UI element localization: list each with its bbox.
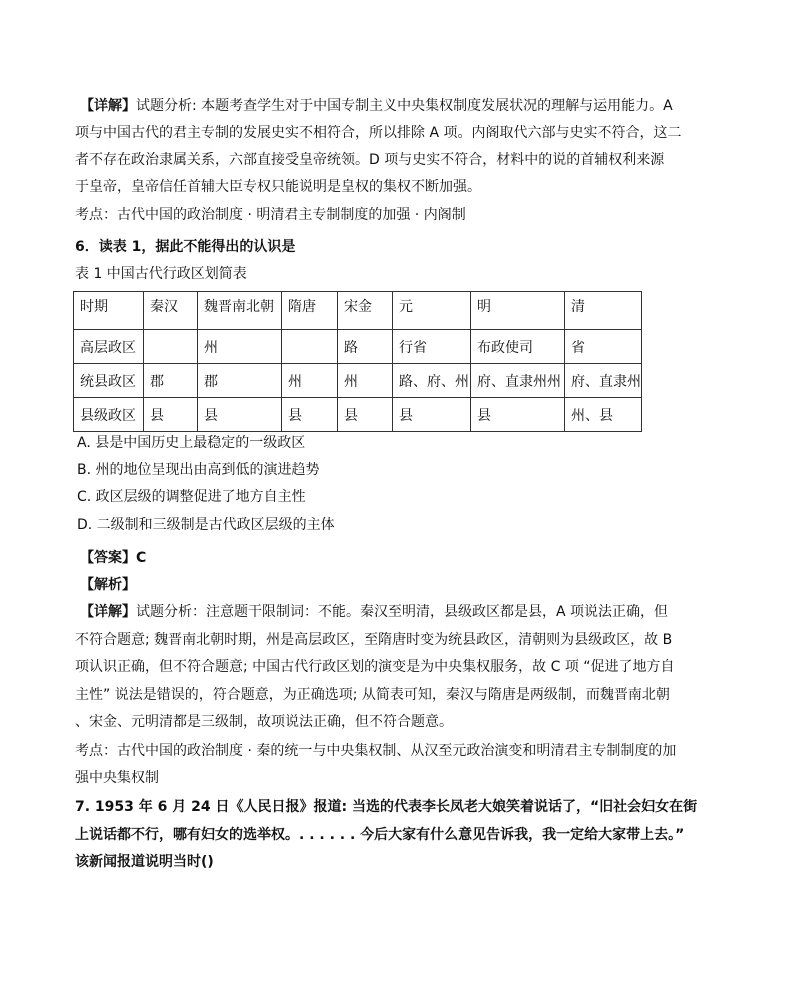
- table-cell: 行省: [393, 330, 471, 364]
- table-cell: 县: [282, 398, 338, 432]
- answer-label: 【答案】: [80, 550, 136, 566]
- table-cell: 路、府、州: [393, 364, 471, 398]
- detail-paragraph-line: 于皇帝，皇帝信任首辅大臣专权只能说明是皇权的集权不断加强。: [75, 179, 481, 195]
- table-row: [74, 364, 642, 398]
- detail-label: 【详解】: [80, 604, 136, 620]
- table-cell: [282, 330, 338, 364]
- table-cell: 府、直隶州州: [471, 364, 565, 398]
- question-7-line: 7. 1953 年 6 月 24 日《人民日报》报道: 当选的代表李长凤老大娘笑着说话了，“旧社会妇女在街: [75, 799, 698, 815]
- table-cell: 元: [393, 292, 471, 330]
- table-cell: 魏晋南北朝: [198, 292, 282, 330]
- kaodian-line: 考点：古代中国的政治制度 · 秦的统一与中央集权制、从汉至元政治演变和明清君主专制制度的加: [75, 743, 677, 759]
- table-cell: 州、县: [565, 398, 642, 432]
- table-cell: 州: [338, 364, 393, 398]
- kaodian-line: 强中央集权制: [75, 770, 159, 786]
- table-cell: 县: [338, 398, 393, 432]
- detail-label: 【详解】: [80, 98, 136, 114]
- table-cell: 郡: [198, 364, 282, 398]
- detail-paragraph-line: 者不存在政治隶属关系，六部直接受皇帝统领。D 项与史实不符合，材料中的说的首辅权利来源: [75, 152, 665, 168]
- table-row: [74, 398, 642, 432]
- table-cell: 县: [393, 398, 471, 432]
- table-cell: 府、直隶州: [565, 364, 642, 398]
- detail-paragraph-line: 主性” 说法是错误的，符合题意，为正确选项; 从简表可知，秦汉与隋唐是两级制，而魏晋南北朝: [75, 687, 670, 703]
- table-cell: 县: [198, 398, 282, 432]
- option-d: D. 二级制和三级制是古代政区层级的主体: [77, 517, 335, 533]
- option-b: B. 州的地位呈现出由高到低的演进趋势: [77, 462, 320, 478]
- table-cell: 高层政区: [74, 330, 144, 364]
- question-7-line: 上说话都不行，哪有妇女的选举权。. . . . . . 今后大家有什么意见告诉我，我一定给大家带上去。”: [75, 827, 685, 843]
- table-cell: 郡: [144, 364, 198, 398]
- detail-paragraph-line: 、宋金、元明清都是三级制，故项说法正确，但不符合题意。: [75, 714, 453, 730]
- table-cell: 宋金: [338, 292, 393, 330]
- table-cell: 隋唐: [282, 292, 338, 330]
- answer-value: C: [136, 550, 147, 566]
- table-cell: 县: [144, 398, 198, 432]
- table-cell: 明: [471, 292, 565, 330]
- detail-paragraph-line: 项与中国古代的君主专制的发展史实不相符合，所以排除 A 项。内阁取代六部与史实不符合，这二: [75, 125, 682, 141]
- detail-paragraph-line: 项认识正确，但不符合题意; 中国古代行政区划的演变是为中央集权服务，故 C 项 “促进了地方自: [75, 659, 675, 675]
- table-cell: 秦汉: [144, 292, 198, 330]
- question-7-line: 该新闻报道说明当时(): [75, 854, 214, 870]
- option-a: A. 县是中国历史上最稳定的一级政区: [77, 435, 306, 451]
- table-cell: 路: [338, 330, 393, 364]
- table-cell: 州: [198, 330, 282, 364]
- detail-paragraph-line: 不符合题意; 魏晋南北朝时期，州是高层政区，至隋唐时变为统县政区，清朝则为县级政区，故 B: [75, 632, 673, 648]
- table-cell: [144, 330, 198, 364]
- table-cell: 县级政区: [74, 398, 144, 432]
- table-cell: 省: [565, 330, 642, 364]
- table-cell: 时期: [74, 292, 144, 330]
- detail-paragraph-line: 【详解】试题分析: 本题考查学生对于中国专制主义中央集权制度发展状况的理解与运用能力。A: [80, 98, 673, 114]
- answer-line: [80, 548, 146, 568]
- analysis-label: 【解析】: [80, 577, 136, 593]
- table-cell: 统县政区: [74, 364, 144, 398]
- table-cell: 布政使司: [471, 330, 565, 364]
- table-cell: 州: [282, 364, 338, 398]
- table-cell: 清: [565, 292, 642, 330]
- table-cell: 县: [471, 398, 565, 432]
- admin-division-table: [73, 291, 642, 432]
- detail-paragraph-line: 【详解】试题分析：注意题干限制词：不能。秦汉至明清，县级政区都是县，A 项说法正确，但: [80, 604, 669, 620]
- table-title: 表 1 中国古代行政区划简表: [75, 266, 247, 282]
- kaodian-line: 考点：古代中国的政治制度 · 明清君主专制制度的加强 · 内阁制: [75, 207, 466, 223]
- option-c: C. 政区层级的调整促进了地方自主性: [77, 489, 306, 505]
- question-6: 6．读表 1，据此不能得出的认识是: [75, 239, 296, 255]
- table-row: [74, 292, 642, 330]
- table-row: [74, 330, 642, 364]
